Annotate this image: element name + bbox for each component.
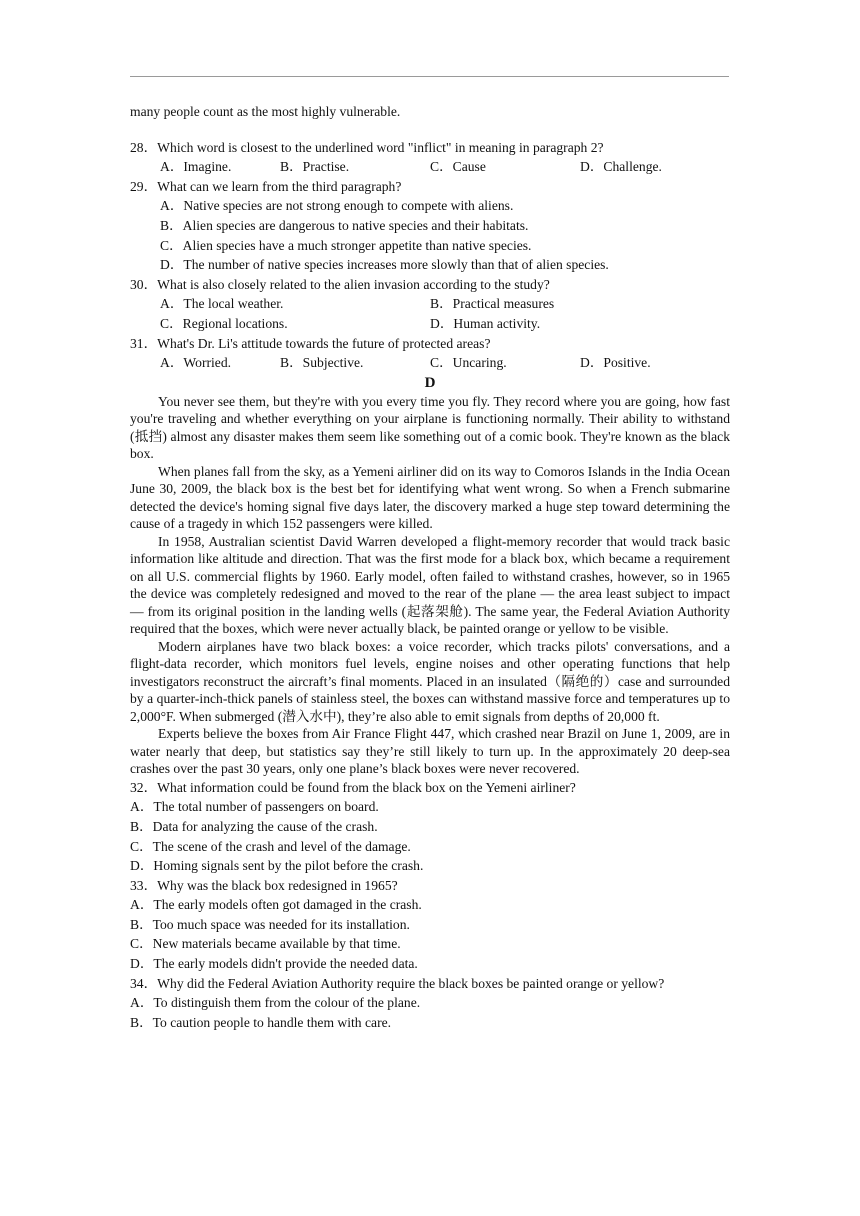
question-34: 34．Why did the Federal Aviation Authority require the black boxes be painted orange or yellow? — [130, 975, 665, 991]
option-b: B．Alien species are dangerous to native species and their habitats. — [160, 217, 529, 233]
option-c: C．Alien species have a much stronger appetite than native species. — [160, 237, 532, 253]
option-b: B．Practise. — [280, 159, 350, 175]
option-b: B．Practical measures — [430, 296, 555, 312]
question-28-options — [130, 157, 730, 177]
option-b: B．Too much space was needed for its installation. — [130, 916, 410, 932]
question-29: 29．What can we learn from the third paragraph? — [130, 178, 402, 194]
section-heading: D — [424, 374, 436, 391]
option-d: D．The number of native species increases more slowly than that of alien species. — [160, 257, 609, 273]
option-a: A．The early models often got damaged in the crash. — [130, 897, 422, 913]
passage-paragraph-2: When planes fall from the sky, as a Yemeni airliner did on its way to Comoros Islands in the India Ocean June 30, 2009, the black box is the best bet for identifying what went wrong. So when a French submarine detected the device's homing signal five days later, the discovery marked a huge step toward determining the cause of a tragedy in which 152 passengers were killed. — [130, 463, 730, 532]
question-28: 28．Which word is closest to the underlined word "inflict" in meaning in paragraph 2? — [130, 139, 604, 155]
passage-paragraph-3: In 1958, Australian scientist David Warren developed a flight-memory recorder that would track basic information like altitude and direction. That was the first mode for a black box, which became a requirement on all U.S. commercial flights by 1960. Early model, often failed to withstand crashes, however, so in 1965 the device was completely redesigned and moved to the rear of the plane — the area least subject to impact — from its original position in the landing wells (起落架舱). The same year, the Federal Aviation Authority required that the boxes, which were never actually black, be painted orange or yellow to be visible. — [130, 533, 730, 637]
page-content — [130, 102, 730, 1032]
option-d: D．Homing signals sent by the pilot before the crash. — [130, 858, 424, 874]
option-c: C．New materials became available by that time. — [130, 936, 401, 952]
question-30-options-row-1 — [130, 294, 730, 314]
option-a: A．The local weather. — [160, 296, 284, 312]
option-d: D．Human activity. — [430, 315, 541, 331]
question-30: 30．What is also closely related to the alien invasion according to the study? — [130, 276, 550, 292]
option-a: A．To distinguish them from the colour of the plane. — [130, 995, 421, 1011]
question-31-options — [130, 353, 730, 373]
option-c: C．Cause — [430, 159, 486, 175]
option-a: A．Imagine. — [160, 159, 232, 175]
option-b: B．To caution people to handle them with care. — [130, 1014, 392, 1030]
option-c: C．The scene of the crash and level of the damage. — [130, 838, 411, 854]
question-33: 33．Why was the black box redesigned in 1965? — [130, 877, 398, 893]
intro-tail: many people count as the most highly vulnerable. — [130, 104, 401, 119]
header-rule — [130, 76, 729, 77]
option-d: D．The early models didn't provide the needed data. — [130, 956, 418, 972]
option-a: A．Native species are not strong enough to compete with aliens. — [160, 198, 514, 214]
question-31: 31．What's Dr. Li's attitude towards the future of protected areas? — [130, 335, 491, 351]
option-c: C．Uncaring. — [430, 355, 507, 371]
question-30-options-row-2 — [130, 314, 730, 334]
passage-paragraph-1: You never see them, but they're with you every time you fly. They record where you are going, how fast you're traveling and whether everything on your airplane is functioning normally. Their ability to withstand (抵挡) almost any disaster makes them seem like something out of a comic book. They're known as the black box. — [130, 393, 730, 462]
passage-paragraph-5: Experts believe the boxes from Air France Flight 447, which crashed near Brazil on June 1, 2009, are in water nearly that deep, but statistics say they’re still likely to turn up. In the approximately 20 deep-sea crashes over the past 30 years, only one plane’s black boxes were never recovered. — [130, 726, 730, 777]
option-a: A．The total number of passengers on board. — [130, 799, 379, 815]
option-c: C．Regional locations. — [160, 315, 288, 331]
option-b: B．Subjective. — [280, 355, 364, 371]
option-b: B．Data for analyzing the cause of the crash. — [130, 818, 378, 834]
option-a: A．Worried. — [160, 355, 232, 371]
option-d: D．Positive. — [580, 355, 651, 371]
option-d: D．Challenge. — [580, 159, 662, 175]
question-32: 32．What information could be found from the black box on the Yemeni airliner? — [130, 779, 576, 795]
spacer — [130, 122, 730, 138]
passage-paragraph-4: Modern airplanes have two black boxes: a voice recorder, which tracks pilots' conversations, and a flight-data recorder, which monitors fuel levels, engine noises and other operating functions that help investigators reconstruct the aircraft’s final moments. Placed in an insulated（隔绝的）case and surrounded by a quarter-inch-thick panels of stainless steel, the boxes can withstand massive force and temperatures up to 2,000°F. When submerged (潜入水中), they’re also able to emit signals from depths of 20,000 ft. — [130, 638, 730, 724]
